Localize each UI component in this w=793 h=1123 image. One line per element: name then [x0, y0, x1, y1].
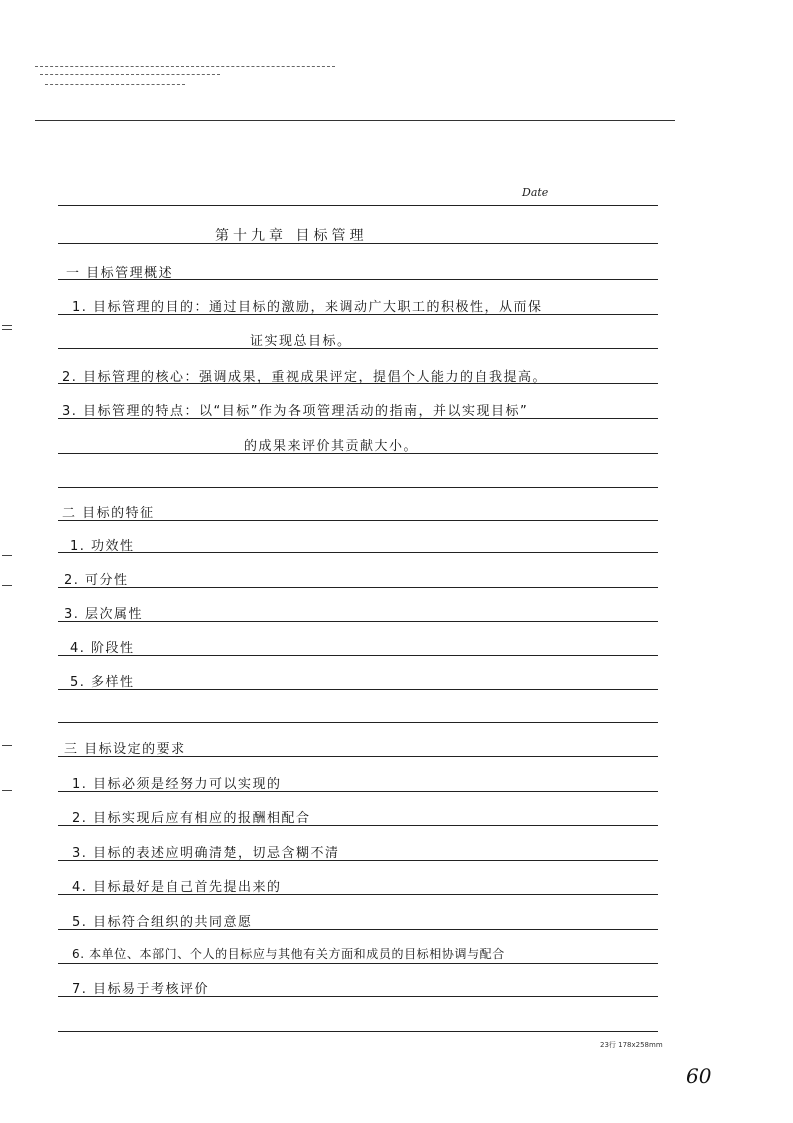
note-line: 6. 本单位、本部门、个人的目标应与其他有关方面和成员的目标相协调与配合: [72, 947, 505, 961]
note-line: 3. 目标管理的特点：以“目标”作为各项管理活动的指南，并以实现目标”: [62, 404, 529, 419]
header-rule: [35, 120, 675, 121]
note-line: 1. 目标必须是经努力可以实现的: [72, 777, 282, 792]
ruled-line: [58, 722, 658, 723]
binding-mark: [2, 555, 12, 556]
ruled-line: [58, 655, 658, 656]
note-line: 4. 阶段性: [70, 641, 135, 656]
binding-mark: [2, 745, 12, 746]
ruled-line: [58, 487, 658, 488]
note-line: 2. 目标实现后应有相应的报酬相配合: [72, 811, 311, 826]
ruled-line: [58, 1031, 658, 1032]
paper-spec: 23行 178x258mm: [600, 1041, 663, 1049]
ruled-line: [58, 963, 658, 964]
note-line: 证实现总目标。: [250, 334, 352, 349]
binding-mark: [2, 585, 12, 586]
note-line: 1. 功效性: [70, 539, 135, 554]
date-label: Date: [522, 186, 549, 199]
page-number: 60: [686, 1064, 712, 1088]
binding-mark: [2, 790, 12, 791]
binding-mark: [2, 329, 12, 330]
ruled-line: [58, 348, 658, 349]
ruled-line: [58, 621, 658, 622]
note-line: 1. 目标管理的目的：通过目标的激励，来调动广大职工的积极性，从而保: [72, 300, 543, 315]
scan-noise: [35, 66, 335, 67]
section-heading: 一 目标管理概述: [66, 266, 174, 281]
note-line: 的成果来评价其贡献大小。: [244, 439, 419, 454]
scan-noise: [40, 74, 220, 75]
note-line: 7. 目标易于考核评价: [72, 982, 210, 997]
section-heading: 三 目标设定的要求: [64, 742, 186, 757]
note-line: 5. 多样性: [70, 675, 135, 690]
note-line: 3. 目标的表述应明确清楚，切忌含糊不清: [72, 846, 340, 861]
section-heading: 二 目标的特征: [62, 506, 155, 521]
note-line: 2. 可分性: [64, 573, 129, 588]
binding-mark: [2, 325, 12, 326]
note-line: 3. 层次属性: [64, 607, 144, 622]
ruled-line: [58, 205, 658, 206]
note-line: 5. 目标符合组织的共同意愿: [72, 915, 253, 930]
scan-noise: [45, 84, 185, 85]
ruled-line: [58, 689, 658, 690]
note-line: 2. 目标管理的核心：强调成果，重视成果评定，提倡个人能力的自我提高。: [62, 370, 548, 385]
ruled-line: [58, 587, 658, 588]
ruled-line: [58, 552, 658, 553]
note-line: 4. 目标最好是自己首先提出来的: [72, 880, 282, 895]
chapter-title: 第十九章 目标管理: [215, 228, 368, 244]
